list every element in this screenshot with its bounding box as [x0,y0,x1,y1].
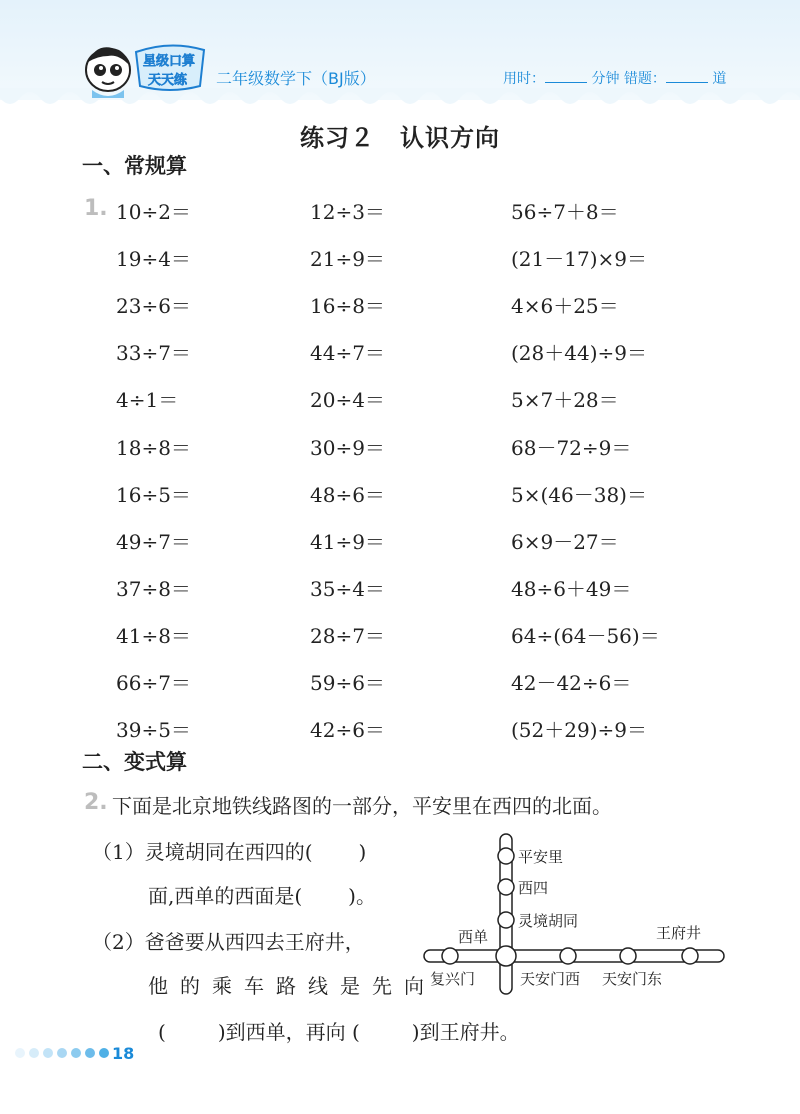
calc-problem: 12÷3＝ [310,200,385,224]
calc-problem: 64÷(64－56)＝ [511,624,660,648]
book-title: 二年级数学下（BJ版） [216,69,376,88]
part-1-text-a: （1）灵境胡同在西四的( [92,840,313,864]
calc-problem: 44÷7＝ [310,341,385,365]
page-number: 18 [112,1044,135,1063]
station-fuxingmen [442,948,458,964]
label-wangfujing: 王府井 [656,924,702,942]
label-pinganli: 平安里 [518,848,564,866]
calc-problem: 20÷4＝ [310,388,385,412]
calc-problem: 49÷7＝ [116,530,191,554]
calc-problem: 59÷6＝ [310,671,385,695]
part-2-line-2: 他的乘车路线是先向 [148,974,436,998]
station-wangfujing [682,948,698,964]
station-tiananmen-east [620,948,636,964]
calc-problem: (52＋29)÷9＝ [511,718,647,742]
station-pinganli [498,848,514,864]
label-tiananmen-east: 天安门东 [602,970,663,988]
page-title: 练习２ 认识方向 [300,124,500,152]
station-tiananmen-west [560,948,576,964]
calc-problem: 35÷4＝ [310,577,385,601]
calc-problem: 16÷5＝ [116,483,191,507]
footer-dots-decoration [14,1046,114,1060]
calc-problem: 6×9－27＝ [511,530,619,554]
label-fuxingmen: 复兴门 [430,970,476,988]
part-1-text-c: 面,西单的西面是( [148,884,303,908]
label-xidan: 西单 [458,928,489,946]
calc-problem: 42÷6＝ [310,718,385,742]
time-blank [545,70,587,83]
calc-problem: 28÷7＝ [310,624,385,648]
station-lingjing [498,912,514,928]
calc-problem: 48÷6＋49＝ [511,577,632,601]
calc-problem: 21÷9＝ [310,247,385,271]
section-title-regular: 一、常规算 [82,154,187,178]
calc-problem: 33÷7＝ [116,341,191,365]
station-xidan [496,946,516,966]
calc-problem: 30÷9＝ [310,436,385,460]
part-2-text-b: )到西单，再向 ( [217,1020,360,1044]
items-label: 道 [712,71,727,87]
part-2-line-1: （2）爸爸要从西四去王府井， [92,930,365,954]
time-label: 用时： [503,71,545,87]
logo-text-line1: 星级口算 [143,54,196,69]
calc-problem: 16÷8＝ [310,294,385,318]
subway-map [420,828,730,998]
minutes-label: 分钟 [591,71,620,87]
calc-problem: 5×(46－38)＝ [511,483,647,507]
calc-problem: 4×6＋25＝ [511,294,619,318]
calc-problem: (28＋44)÷9＝ [511,341,647,365]
question-2-intro: 下面是北京地铁线路图的一部分，平安里在西四的北面。 [112,794,612,818]
calc-problem: 66÷7＝ [116,671,191,695]
timing-record [503,68,726,88]
section-title-variant: 二、变式算 [82,750,187,774]
calc-problem: (21－17)×9＝ [511,247,647,271]
logo-text-line2: 天天练 [148,73,188,88]
calc-problem: 56÷7＋8＝ [511,200,619,224]
errors-label: 错题： [623,71,666,87]
calc-problem: 39÷5＝ [116,718,191,742]
calc-problem: 4÷1＝ [116,388,179,412]
calc-problem: 48÷6＝ [310,483,385,507]
label-lingjing: 灵境胡同 [518,912,579,930]
calc-problem: 18÷8＝ [116,436,191,460]
part-1-text-b: ) [358,840,367,864]
calc-problem: 41÷9＝ [310,530,385,554]
errors-blank [666,70,708,83]
mascot-icon [78,40,138,102]
calc-problem: 42－42÷6＝ [511,671,632,695]
calc-problem: 41÷8＝ [116,624,191,648]
calc-problem: 10÷2＝ [116,200,191,224]
part-1-line-2 [148,880,376,909]
label-xisi: 西四 [518,879,549,897]
part-2-line-3 [158,1016,520,1045]
calc-problem: 23÷6＝ [116,294,191,318]
part-1-text-d: )。 [348,884,376,908]
part-1-line-1 [92,836,366,865]
label-tiananmen-west: 天安门西 [520,970,581,988]
part-2-text-a: ( [158,1020,166,1044]
station-xisi [498,879,514,895]
question-number-2: 2. [84,790,108,815]
calc-problem: 68－72÷9＝ [511,436,632,460]
calc-problem: 19÷4＝ [116,247,191,271]
part-2-text-c: )到王府井。 [411,1020,520,1044]
calc-problem: 37÷8＝ [116,577,191,601]
question-number-1: 1. [84,196,108,221]
calc-problem: 5×7＋28＝ [511,388,619,412]
